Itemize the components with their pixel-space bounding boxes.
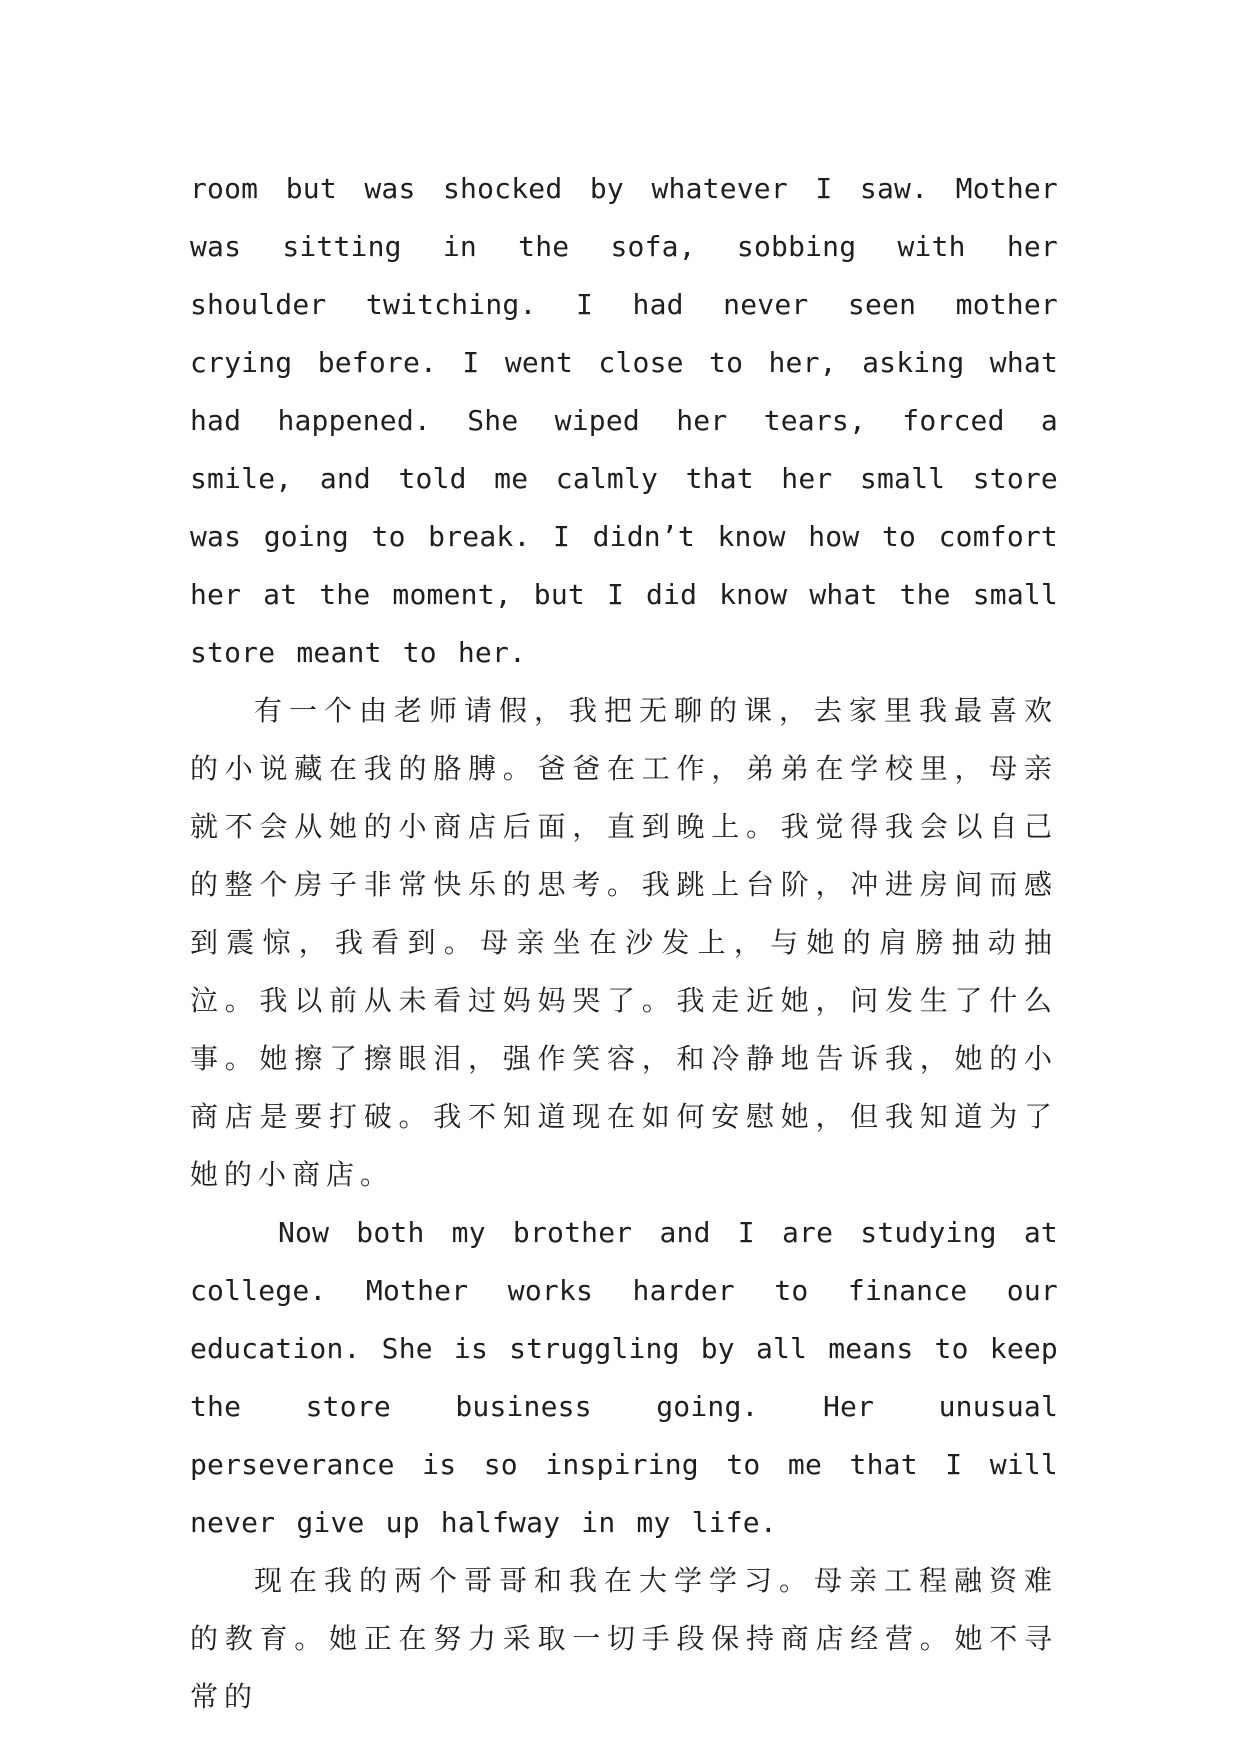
document-body: [190, 160, 1058, 1726]
paragraph-chinese-2: 现在我的两个哥哥和我在大学学习。母亲工程融资难的教育。她正在努力采取一切手段保持商店经营。她不寻常的: [190, 1564, 1058, 1713]
paragraph-english-1: room but was shocked by whatever I saw. Mother was sitting in the sofa, sobbing with her shoulder twitching. I had never seen mother crying before. I went close to her, asking what had happened. She wiped her tears, forced a smile, and told me calmly that her small store was going to break. I didn’t know how to comfort her at the moment, but I did know what the small store meant to her.: [190, 172, 1058, 669]
paragraph-english-2: Now both my brother and I are studying at college. Mother works harder to finance our education. She is struggling by all means to keep the store business going. Her unusual perseverance is so inspiring to me that I will never give up halfway in my life.: [190, 1216, 1058, 1539]
paragraph-chinese-1: 有一个由老师请假，我把无聊的课，去家里我最喜欢的小说藏在我的胳膊。爸爸在工作，弟弟在学校里，母亲就不会从她的小商店后面，直到晚上。我觉得我会以自己的整个房子非常快乐的思考。我跳上台阶，冲进房间而感到震惊，我看到。母亲坐在沙发上，与她的肩膀抽动抽泣。我以前从未看过妈妈哭了。我走近她，问发生了什么事。她擦了擦眼泪，强作笑容，和冷静地告诉我，她的小商店是要打破。我不知道现在如何安慰她，但我知道为了她的小商店。: [190, 694, 1058, 1191]
